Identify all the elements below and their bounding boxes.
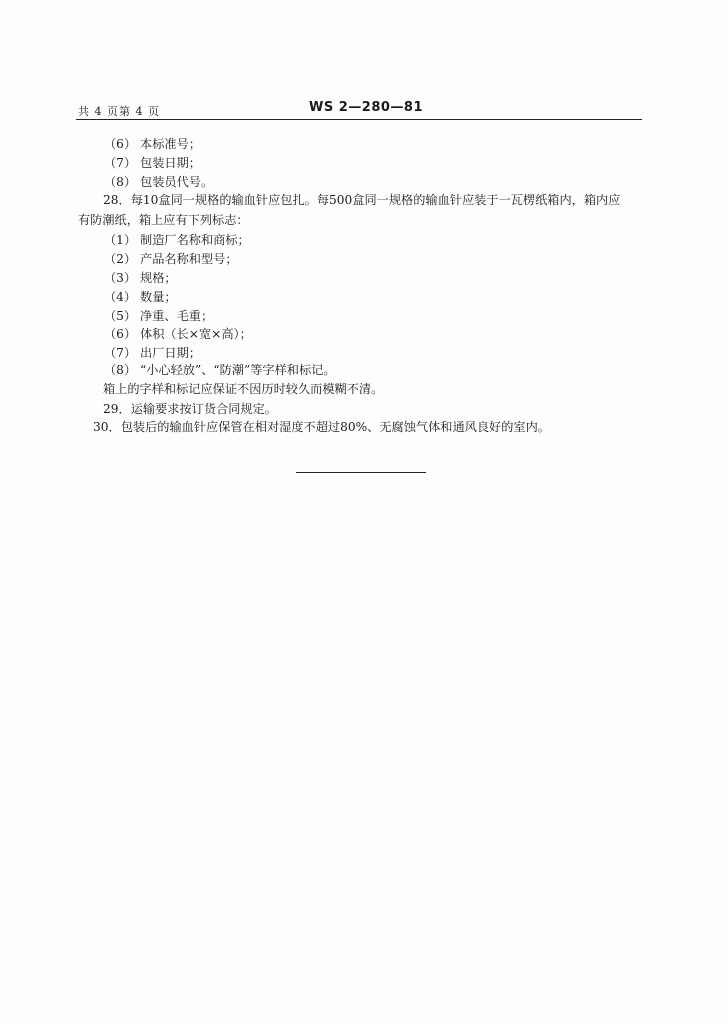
box-marking-note: 箱上的字样和标记应保证不因历时较久而模糊不清。 bbox=[103, 382, 384, 396]
end-rule bbox=[296, 472, 426, 473]
list-item-product-name: （2） 产品名称和型号； bbox=[104, 252, 238, 266]
list-item-volume: （6） 体积（长×宽×高）； bbox=[104, 327, 252, 341]
standard-number: WS 2—280—81 bbox=[309, 100, 424, 115]
list-item-handling-marks: （8） “小心轻放”、“防潮”等字样和标记。 bbox=[104, 363, 336, 377]
clause-30: 30．包装后的输血针应保管在相对湿度不超过80%、无腐蚀气体和通风良好的室内。 bbox=[93, 420, 550, 434]
list-item-manufacturer: （1） 制造厂名称和商标； bbox=[104, 233, 250, 247]
list-item-packer-code: （8） 包装员代号。 bbox=[104, 175, 214, 189]
clause-29: 29．运输要求按订货合同规定。 bbox=[103, 402, 277, 416]
list-item-factory-date: （7） 出厂日期； bbox=[104, 346, 201, 360]
page-header bbox=[0, 0, 728, 130]
list-item-packing-date: （7） 包装日期； bbox=[104, 156, 201, 170]
clause-28-line-1: 28．每10盒同一规格的输血针应包扎。每500盒同一规格的输血针应装于一瓦楞纸箱内，箱内应 bbox=[103, 193, 621, 207]
header-rule bbox=[76, 119, 642, 120]
list-item-specification: （3） 规格； bbox=[104, 271, 177, 285]
clause-28-line-2: 有防潮纸，箱上应有下列标志： bbox=[78, 213, 249, 227]
page-number: 共 4 页第 4 页 bbox=[78, 105, 160, 118]
list-item-standard-number: （6） 本标准号； bbox=[104, 137, 201, 151]
list-item-quantity: （4） 数量； bbox=[104, 290, 177, 304]
list-item-weight: （5） 净重、毛重； bbox=[104, 309, 214, 323]
